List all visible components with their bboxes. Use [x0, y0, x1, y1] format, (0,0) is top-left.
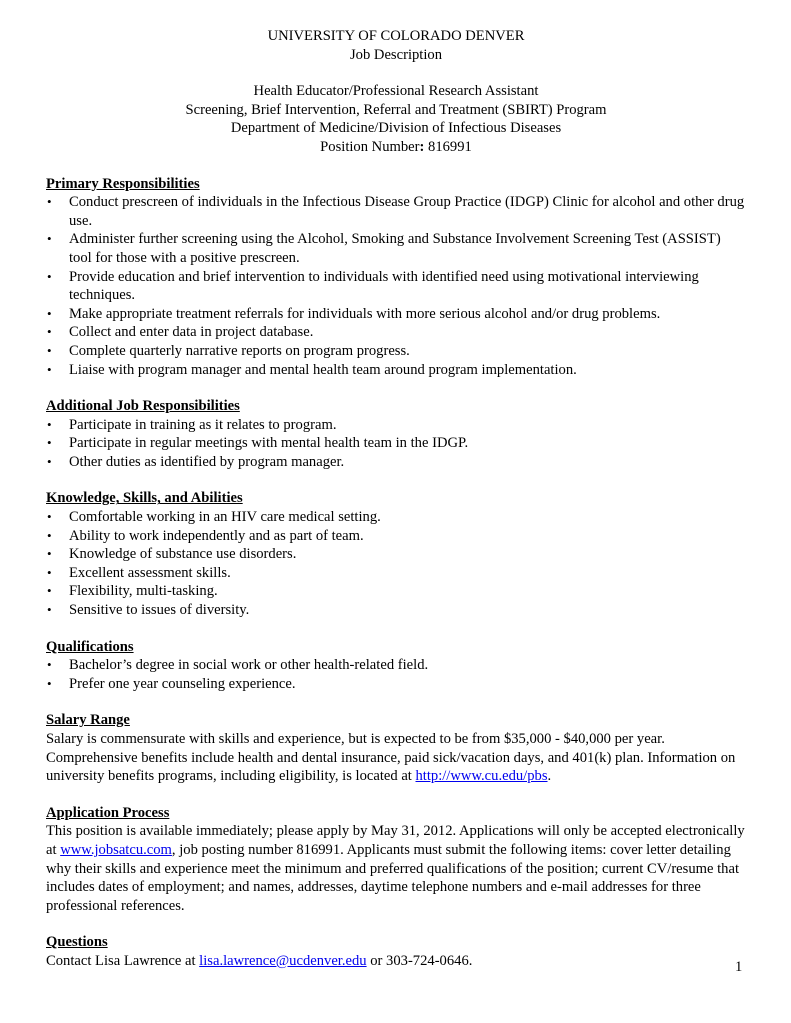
- primary-responsibilities-heading: Primary Responsibilities: [46, 175, 200, 192]
- list-item-text: Participate in training as it relates to program.: [69, 416, 337, 433]
- bullet-icon: •: [47, 564, 52, 580]
- list-item: [46, 230, 746, 267]
- list-item-text: Comfortable working in an HIV care medical setting.: [69, 509, 381, 526]
- questions-heading: Questions: [46, 934, 108, 951]
- salary-text: Salary is commensurate with skills and experience, but is expected to be from $35,000 - $40,000 per year. Comprehensive benefits include health and dental insurance, paid sick/vacation days, and 401(k) plan. Information on university benefits programs, including eligibility, is located at: [46, 731, 736, 785]
- list-item-text: Bachelor’s degree in social work or other health-related field.: [69, 657, 429, 674]
- list-item-text: Provide education and brief intervention to individuals with identified need using motivational interviewing techniques.: [69, 268, 699, 304]
- list-item-text: Excellent assessment skills.: [69, 564, 231, 581]
- bullet-icon: •: [47, 324, 52, 340]
- bullet-icon: •: [47, 194, 52, 210]
- list-item-text: Collect and enter data in project database.: [69, 324, 314, 341]
- salary-paragraph: [46, 730, 746, 786]
- list-item-text: Administer further screening using the Alcohol, Smoking and Substance Involvement Screening Test (ASSIST) tool for those with a positive prescreen.: [69, 231, 721, 266]
- list-item: [46, 268, 746, 305]
- bullet-icon: •: [47, 546, 52, 562]
- contact-email-link[interactable]: lisa.lawrence@ucdenver.edu: [199, 952, 367, 969]
- list-item-text: Ability to work independently and as part of team.: [69, 527, 364, 544]
- application-text-end: , job posting number 816991. Applicants must submit the following items: cover letter detailing why their skills and experience meet the minimum and preferred qualifications of the position; current CV/resume that includes dates of employment; and names, addresses, daytime telephone numbers and e-mail addresses for three professional references.: [46, 841, 739, 914]
- bullet-icon: •: [47, 361, 52, 377]
- bullet-icon: •: [47, 657, 52, 673]
- qualifications-heading: Qualifications: [46, 638, 134, 655]
- jobsatcu-link[interactable]: www.jobsatcu.com: [60, 841, 172, 858]
- list-item: [46, 305, 746, 324]
- ksa-list: [46, 508, 746, 620]
- list-item-text: Knowledge of substance use disorders.: [69, 546, 297, 563]
- program-name: Screening, Brief Intervention, Referral and Treatment (SBIRT) Program: [185, 101, 607, 118]
- list-item: [46, 416, 746, 435]
- position-number-line: [46, 138, 746, 157]
- bullet-icon: •: [47, 509, 52, 525]
- application-text: This position is available immediately; please apply by May 31, 2012. Applications will only be accepted electronically at: [46, 823, 745, 858]
- list-item: [46, 527, 746, 546]
- list-item: [46, 564, 746, 583]
- list-item: [46, 193, 746, 230]
- salary-section: [46, 711, 746, 785]
- qualifications-section: [46, 638, 746, 694]
- list-item-text: Conduct prescreen of individuals in the Infectious Disease Group Practice (IDGP) Clinic for alcohol and other drug use.: [69, 194, 745, 229]
- additional-responsibilities-heading: Additional Job Responsibilities: [46, 398, 240, 415]
- spacer: [46, 64, 746, 82]
- bullet-icon: •: [47, 527, 52, 543]
- additional-responsibilities-section: [46, 397, 746, 471]
- university-name: UNIVERSITY OF COLORADO DENVER: [267, 28, 525, 44]
- position-number: 816991: [428, 138, 472, 155]
- bullet-icon: •: [47, 675, 52, 691]
- questions-paragraph: [46, 952, 746, 971]
- document-header: [46, 27, 746, 157]
- benefits-link[interactable]: http://www.cu.edu/pbs: [415, 768, 548, 785]
- ksa-section: [46, 489, 746, 619]
- bullet-icon: •: [47, 453, 52, 469]
- list-item: [46, 342, 746, 361]
- list-item: [46, 434, 746, 453]
- list-item: [46, 601, 746, 620]
- position-label: Position Number: [320, 138, 420, 155]
- list-item: [46, 545, 746, 564]
- salary-text-end: .: [547, 768, 552, 785]
- list-item-text: Liaise with program manager and mental health team around program implementation.: [69, 361, 577, 378]
- list-item: [46, 675, 746, 694]
- primary-responsibilities-section: [46, 175, 746, 380]
- list-item: [46, 361, 746, 380]
- salary-heading: Salary Range: [46, 712, 130, 729]
- bullet-icon: •: [47, 305, 52, 321]
- page-number: 1: [735, 959, 743, 975]
- department-name: Department of Medicine/Division of Infectious Diseases: [230, 120, 562, 137]
- list-item: [46, 508, 746, 527]
- list-item-text: Other duties as identified by program manager.: [69, 453, 345, 470]
- document-page: [46, 27, 746, 971]
- list-item-text: Complete quarterly narrative reports on program progress.: [69, 342, 410, 359]
- bullet-icon: •: [47, 435, 52, 451]
- list-item: [46, 453, 746, 472]
- questions-section: [46, 933, 746, 970]
- bullet-icon: •: [47, 583, 52, 599]
- questions-text: Contact Lisa Lawrence at: [46, 952, 200, 969]
- position-colon: :: [419, 138, 425, 155]
- bullet-icon: •: [47, 342, 52, 358]
- additional-responsibilities-list: [46, 416, 746, 472]
- bullet-icon: •: [47, 231, 52, 247]
- bullet-icon: •: [47, 268, 52, 284]
- primary-responsibilities-list: [46, 193, 746, 379]
- bullet-icon: •: [47, 602, 52, 618]
- questions-text-end: or 303-724-0646.: [366, 952, 473, 969]
- list-item-text: Flexibility, multi-tasking.: [69, 583, 218, 600]
- list-item: [46, 582, 746, 601]
- application-section: [46, 804, 746, 916]
- list-item-text: Sensitive to issues of diversity.: [69, 602, 250, 619]
- list-item-text: Participate in regular meetings with mental health team in the IDGP.: [69, 435, 469, 452]
- ksa-heading: Knowledge, Skills, and Abilities: [46, 490, 243, 507]
- list-item: [46, 656, 746, 675]
- list-item-text: Make appropriate treatment referrals for individuals with more serious alcohol and/or drug problems.: [69, 305, 661, 322]
- job-title: Health Educator/Professional Research Assistant: [253, 83, 539, 100]
- list-item: [46, 323, 746, 342]
- list-item-text: Prefer one year counseling experience.: [69, 675, 296, 692]
- application-paragraph: [46, 822, 746, 915]
- qualifications-list: [46, 656, 746, 693]
- application-heading: Application Process: [46, 804, 170, 821]
- bullet-icon: •: [47, 416, 52, 432]
- document-type: Job Description: [349, 46, 442, 63]
